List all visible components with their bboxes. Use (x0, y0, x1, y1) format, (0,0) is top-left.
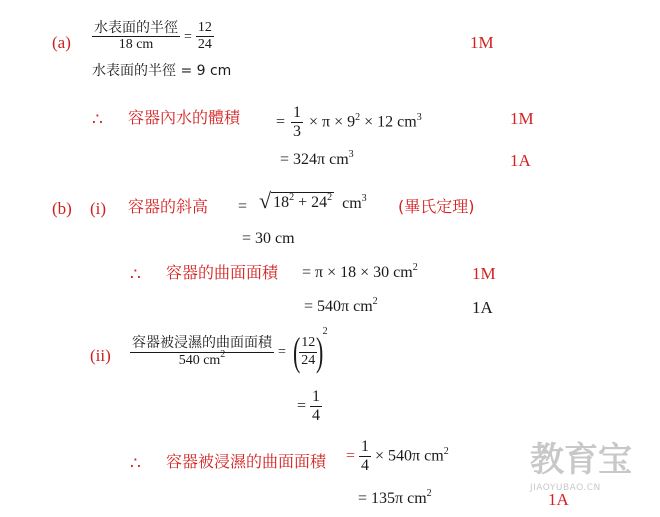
part-b-i-label: (i) (90, 199, 107, 218)
mark-1m-a: 1M (470, 33, 494, 52)
quarter-fraction (310, 388, 322, 426)
volume-result-text: = 324π cm (280, 151, 349, 168)
wet-area-fraction-denominator (130, 348, 274, 369)
quarter-numerator: 1 (310, 388, 322, 407)
part-b-label: (b) (52, 199, 72, 218)
slant-unit-exp: 3 (361, 193, 367, 204)
volume-result (280, 149, 354, 168)
part-b-ii-label: (ii) (90, 346, 111, 365)
wet-quarter-numerator: 1 (359, 438, 371, 457)
curved-area-expression (302, 262, 418, 281)
curved-area-exp: 2 (412, 262, 418, 273)
wet-area-ratio-equation (130, 325, 328, 374)
wet-area-denominator-exp: 2 (220, 348, 226, 360)
mark-1a-wet: 1A (548, 490, 569, 509)
wet-area-fraction (130, 335, 274, 368)
wet-area-result-text: = 135π cm (358, 490, 427, 507)
watermark-url: JIAOYUBAO.CN (530, 483, 601, 493)
radius-fraction-denominator: 18 cm (118, 37, 154, 53)
radius-rhs-fraction (196, 20, 214, 53)
wet-area-result-exp: 2 (426, 488, 432, 499)
sqrt-sign-icon: √ (259, 188, 272, 213)
volume-third-fraction (291, 104, 303, 142)
radius-rhs-numerator: 12 (196, 20, 214, 37)
quarter-equation (297, 388, 322, 426)
wet-quarter-denominator: 4 (361, 457, 370, 475)
sqrt-term-b-exp: 2 (327, 191, 333, 203)
quarter-denominator: 4 (312, 407, 321, 425)
sqrt-term-a-exp: 2 (289, 191, 295, 203)
wet-area-label: 容器被浸濕的曲面面積 (166, 452, 327, 471)
wet-area-equals: = (278, 344, 286, 360)
therefore-symbol-b: ∴ (130, 265, 141, 284)
slant-equals: = (238, 198, 248, 215)
curved-area-result (304, 296, 378, 315)
wet-area-equals-2: = (346, 447, 356, 465)
mark-1m-curved: 1M (472, 264, 496, 283)
sqrt-term-b: + 24 (294, 193, 328, 211)
therefore-symbol-a: ∴ (92, 110, 103, 129)
volume-expr-a: × π × 9 (309, 113, 356, 131)
radius-fraction-numerator: 水表面的半徑 (94, 20, 178, 36)
watermark-logo: 教育宝 (530, 440, 632, 480)
volume-label: 容器內水的體積 (128, 108, 241, 127)
mark-1a-curved: 1A (472, 298, 493, 317)
wet-area-fraction-numerator: 容器被浸濕的曲面面積 (132, 335, 272, 352)
radius-ratio-equation (92, 20, 214, 53)
volume-exp-b: 3 (416, 111, 422, 123)
volume-expr-b: × 12 cm (360, 113, 417, 131)
right-paren-icon: ) (316, 329, 324, 374)
mark-1a-volume: 1A (510, 151, 531, 170)
slant-height-label: 容器的斜高 (128, 197, 209, 216)
wet-area-exp: 2 (443, 445, 449, 457)
radius-fraction (92, 20, 180, 53)
curved-area-expr-text: = π × 18 × 30 cm (302, 264, 413, 281)
part-a-label: (a) (52, 33, 71, 52)
left-paren-icon: ( (292, 329, 301, 374)
quarter-equals: = (297, 397, 307, 415)
volume-third-denominator: 3 (293, 123, 302, 141)
wet-area-result (358, 488, 432, 507)
slant-result: = 30 cm (242, 230, 295, 247)
therefore-symbol-c: ∴ (130, 454, 141, 473)
volume-exp-a: 2 (355, 111, 361, 123)
ratio-denominator: 24 (301, 352, 316, 368)
slant-unit: cm (342, 195, 362, 212)
wet-area-expr-text: × 540π cm (375, 447, 444, 465)
volume-third-numerator: 1 (291, 104, 303, 123)
ratio-exp: 2 (322, 325, 328, 337)
curved-area-result-text: = 540π cm (304, 298, 373, 315)
pythagoras-note: (畢氏定理) (398, 197, 475, 216)
sqrt-term-a: 18 (273, 193, 290, 211)
volume-result-exp: 3 (348, 149, 354, 160)
wet-area-expression (346, 438, 449, 476)
volume-equals: = (276, 113, 286, 131)
radius-rhs-denominator: 24 (197, 37, 212, 53)
sqrt-body (271, 192, 334, 212)
slant-sqrt-expression (259, 190, 367, 212)
mark-1m-volume: 1M (510, 109, 534, 128)
curved-area-label: 容器的曲面面積 (166, 263, 279, 282)
sqrt-radical (259, 190, 334, 212)
ratio-numerator: 12 (299, 335, 317, 352)
radius-equals: = (184, 29, 192, 45)
volume-equation (276, 104, 422, 142)
ratio-fraction (299, 335, 317, 368)
wet-area-denominator-text: 540 cm (178, 352, 221, 368)
radius-result: 水表面的半徑 = 9 cm (92, 63, 232, 79)
wet-quarter-fraction (359, 438, 371, 476)
curved-area-result-exp: 2 (372, 296, 378, 307)
